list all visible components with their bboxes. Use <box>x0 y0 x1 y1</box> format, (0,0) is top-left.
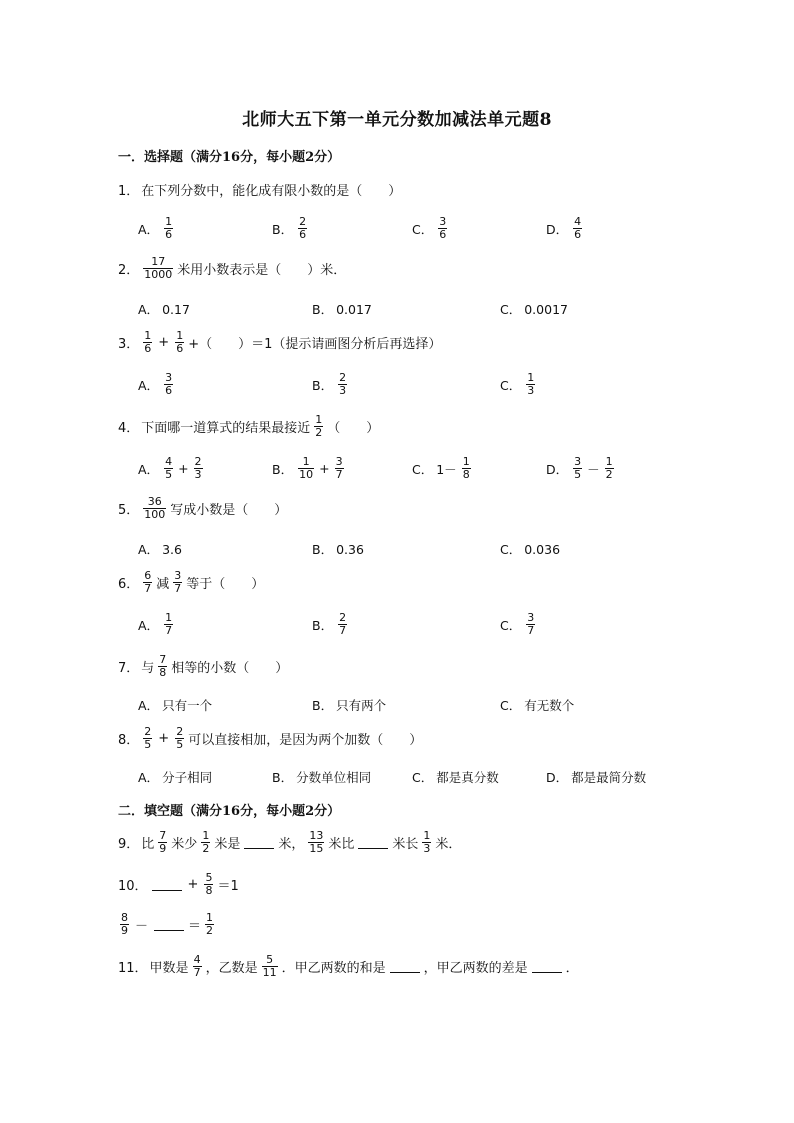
options-row-q1 <box>0 216 794 250</box>
question-number: 4． <box>118 421 140 436</box>
option-a[interactable]: A． 0.17 <box>138 301 190 317</box>
fraction: $\frac{1}{3}$ <box>423 829 431 855</box>
question-text: 与 <box>141 661 155 676</box>
question-number: 11． <box>118 961 148 976</box>
option-a[interactable]: A． $\frac{1}{7}$ <box>138 611 173 637</box>
question-text: 下面哪一道算式的结果最接近 <box>141 421 311 436</box>
fraction: $\frac{8}{9}$ <box>121 911 128 937</box>
fraction: $\frac{3}{6}$ <box>439 215 447 241</box>
fraction: $\frac{1}{6}$ <box>144 329 152 355</box>
fraction: $\frac{36}{100}$ <box>144 495 166 521</box>
question-text: 可以直接相加，是因为两个加数（ ） <box>188 733 423 748</box>
option-c[interactable] <box>412 216 449 241</box>
options-row-q6 <box>0 612 794 646</box>
question-number: 8． <box>118 733 140 748</box>
option-b[interactable]: B． 只有两个 <box>312 698 387 713</box>
question-2 <box>118 256 346 281</box>
option-label: D． <box>546 221 569 237</box>
question-number: 1． <box>118 184 140 199</box>
option-b[interactable]: B． 0.36 <box>312 541 364 557</box>
fraction: $\frac{6}{7}$ <box>144 569 152 595</box>
option-c[interactable]: C． $\frac{3}{7}$ <box>500 611 535 637</box>
question-8 <box>118 726 422 751</box>
option-b[interactable]: B． 0.017 <box>312 301 372 317</box>
question-text: 等于（ ） <box>186 577 265 592</box>
option-d[interactable]: D． $\frac{3}{5}$ － $\frac{1}{2}$ <box>546 455 613 481</box>
fraction: $\frac{1}{2}$ <box>202 829 210 855</box>
option-a[interactable]: A． 3.6 <box>138 541 182 557</box>
option-c[interactable]: C． 1－ $\frac{1}{8}$ <box>412 455 470 481</box>
option-c[interactable]: C． 0.036 <box>500 541 561 557</box>
question-text: 相等的小数（ ） <box>171 661 289 676</box>
question-number: 6． <box>118 577 140 592</box>
option-a[interactable] <box>138 216 175 241</box>
option-a[interactable]: A． 只有一个 <box>138 698 213 713</box>
question-7 <box>118 654 288 679</box>
section-heading-fill: 二．填空题（满分16分，每小题2分） <box>118 804 341 819</box>
option-c[interactable]: C． $\frac{1}{3}$ <box>500 371 535 397</box>
fraction: $\frac{2}{5}$ <box>144 725 152 751</box>
option-b[interactable]: B． $\frac{2}{7}$ <box>312 611 347 637</box>
question-9: 9． 比 $\frac{7}{9}$ 米少 $\frac{1}{2}$ 米是 米， $\frac{13}{15}$ 米比 米长 $\frac{1}{3}$ 米． <box>118 829 462 855</box>
question-text: +（ ）＝1（提示请画图分析后再选择） <box>188 337 442 352</box>
options-row-q4 <box>0 456 794 490</box>
question-6 <box>118 570 264 595</box>
question-number: 9． <box>118 837 140 852</box>
question-3 <box>118 330 441 355</box>
question-11: 11． 甲数是 $\frac{4}{7}$ ，乙数是 $\frac{5}{11}$ ．甲乙两数的和是 ，甲乙两数的差是 ． <box>118 953 579 979</box>
fraction: $\frac{7}{8}$ <box>159 653 167 679</box>
option-c[interactable]: C． 都是真分数 <box>412 770 499 785</box>
question-10: 10． + $\frac{5}{8}$ ＝1 <box>118 871 239 897</box>
option-c[interactable]: C． 0.0017 <box>500 301 568 317</box>
fraction: $\frac{3}{7}$ <box>174 569 182 595</box>
question-10-part-2: $\frac{8}{9}$ － ＝ $\frac{1}{2}$ <box>121 911 214 937</box>
answer-blank[interactable] <box>244 836 274 849</box>
option-b[interactable]: B． $\frac{2}{3}$ <box>312 371 347 397</box>
fraction: $\frac{4}{7}$ <box>193 953 201 979</box>
question-number: 5． <box>118 503 140 518</box>
fraction: $\frac{13}{15}$ <box>309 829 324 855</box>
fraction: $\frac{4}{6}$ <box>574 215 582 241</box>
option-a[interactable]: A． $\frac{4}{5}$ + $\frac{2}{3}$ <box>138 455 202 481</box>
question-4 <box>118 414 379 439</box>
fraction: $\frac{2}{5}$ <box>176 725 184 751</box>
answer-blank[interactable] <box>390 960 420 973</box>
fraction: $\frac{2}{6}$ <box>299 215 307 241</box>
options-row-q8 <box>0 768 794 802</box>
option-a[interactable]: A． 分子相同 <box>138 770 213 785</box>
option-label: A． <box>138 221 160 237</box>
question-1 <box>118 180 401 199</box>
fraction: $\frac{7}{9}$ <box>159 829 167 855</box>
option-b[interactable]: B． 分数单位相同 <box>272 770 372 785</box>
plus-sign: + <box>158 335 170 350</box>
question-text: 写成小数是（ ） <box>170 503 288 518</box>
fraction: $\frac{1}{2}$ <box>315 413 323 439</box>
option-d[interactable]: D． 都是最简分数 <box>546 770 647 785</box>
section-heading-choice: 一．选择题（满分16分，每小题2分） <box>118 150 341 165</box>
question-number: 7． <box>118 661 140 676</box>
answer-blank[interactable] <box>532 960 562 973</box>
fraction: $\frac{17}{1000}$ <box>144 255 173 281</box>
answer-paren: （ ） <box>327 421 380 436</box>
options-row-q3 <box>0 372 794 406</box>
option-c[interactable]: C． 有无数个 <box>500 698 575 713</box>
options-row-q2 <box>0 300 794 334</box>
question-number: 10． <box>118 879 148 894</box>
options-row-q5 <box>0 540 794 574</box>
fraction: $\frac{5}{8}$ <box>205 871 213 897</box>
option-a[interactable]: A． $\frac{3}{6}$ <box>138 371 173 397</box>
option-label: C． <box>412 221 434 237</box>
option-b[interactable] <box>272 216 309 241</box>
fraction: $\frac{1}{6}$ <box>176 329 184 355</box>
fraction: $\frac{1}{2}$ <box>206 911 214 937</box>
question-text: 减 <box>156 577 170 592</box>
question-number: 2． <box>118 263 140 278</box>
answer-blank[interactable] <box>358 836 388 849</box>
options-row-q7 <box>0 696 794 730</box>
question-5 <box>118 496 287 521</box>
plus-sign: + <box>158 731 170 746</box>
question-text: 米用小数表示是（ ）米． <box>177 263 347 278</box>
page-title: 北师大五下第一单元分数加减法单元题8 <box>242 110 552 130</box>
fraction: $\frac{5}{11}$ <box>262 953 277 979</box>
answer-blank[interactable] <box>154 918 184 931</box>
option-b[interactable]: B． $\frac{1}{10}$ + $\frac{3}{7}$ <box>272 455 343 481</box>
option-label: B． <box>272 221 294 237</box>
question-text: 在下列分数中，能化成有限小数的是（ ） <box>141 184 402 199</box>
option-d[interactable] <box>546 216 584 241</box>
question-number: 3． <box>118 337 140 352</box>
fraction: $\frac{1}{6}$ <box>165 215 173 241</box>
answer-blank[interactable] <box>152 878 182 891</box>
